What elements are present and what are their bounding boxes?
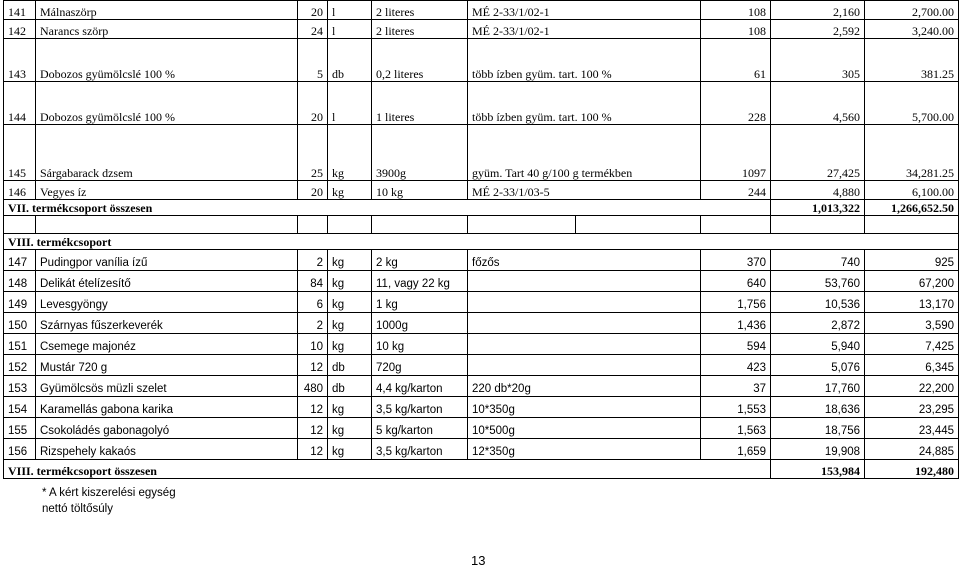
gross-total: 2,700.00 <box>865 1 959 20</box>
empty-cell <box>468 216 576 234</box>
gross-total: 5,700.00 <box>865 82 959 125</box>
table-row <box>4 271 959 292</box>
unit-price: 1,553 <box>701 397 771 418</box>
net-total: 4,880 <box>771 181 865 200</box>
unit: kg <box>328 271 372 292</box>
row-number: 155 <box>4 418 36 439</box>
page-number: 13 <box>471 553 486 568</box>
row-number: 149 <box>4 292 36 313</box>
package: 2 kg <box>372 250 468 271</box>
quantity: 24 <box>298 20 328 39</box>
note: 10*500g <box>468 418 701 439</box>
unit-price: 640 <box>701 271 771 292</box>
table-body <box>4 1 959 479</box>
product-name: Csemege majonéz <box>36 334 298 355</box>
gross-total: 925 <box>865 250 959 271</box>
note: 220 db*20g <box>468 376 701 397</box>
unit-price: 423 <box>701 355 771 376</box>
unit-price: 37 <box>701 376 771 397</box>
net-total: 10,536 <box>771 292 865 313</box>
note <box>468 292 701 313</box>
empty-cell <box>36 216 298 234</box>
unit: l <box>328 20 372 39</box>
product-name: Vegyes íz <box>36 181 298 200</box>
quantity: 10 <box>298 334 328 355</box>
group-gross-total: 192,480 <box>865 460 959 479</box>
group-header: VIII. termékcsoport <box>4 234 959 250</box>
group-gross-total: 1,266,652.50 <box>865 200 959 216</box>
quantity: 84 <box>298 271 328 292</box>
empty-cell <box>771 216 865 234</box>
product-name: Levesgyöngy <box>36 292 298 313</box>
note <box>468 313 701 334</box>
gross-total: 6,100.00 <box>865 181 959 200</box>
product-name: Rizspehely kakaós <box>36 439 298 460</box>
note: gyüm. Tart 40 g/100 g termékben <box>468 125 701 181</box>
row-number: 156 <box>4 439 36 460</box>
product-name: Dobozos gyümölcslé 100 % <box>36 82 298 125</box>
unit-price: 1097 <box>701 125 771 181</box>
unit: kg <box>328 313 372 334</box>
net-total: 2,592 <box>771 20 865 39</box>
package: 2 literes <box>372 1 468 20</box>
gross-total: 3,590 <box>865 313 959 334</box>
unit: kg <box>328 397 372 418</box>
net-total: 18,756 <box>771 418 865 439</box>
table-row <box>4 376 959 397</box>
footnote-line-2: nettó töltősúly <box>42 503 113 515</box>
note <box>468 355 701 376</box>
row-number: 143 <box>4 39 36 82</box>
product-name: Mustár 720 g <box>36 355 298 376</box>
net-total: 17,760 <box>771 376 865 397</box>
net-total: 740 <box>771 250 865 271</box>
package: 3900g <box>372 125 468 181</box>
quantity: 2 <box>298 313 328 334</box>
row-number: 151 <box>4 334 36 355</box>
table-row <box>4 355 959 376</box>
gross-total: 22,200 <box>865 376 959 397</box>
row-number: 144 <box>4 82 36 125</box>
gross-total: 34,281.25 <box>865 125 959 181</box>
gross-total: 381.25 <box>865 39 959 82</box>
table-row <box>4 125 959 181</box>
package: 1 literes <box>372 82 468 125</box>
group-net-total: 153,984 <box>771 460 865 479</box>
table-row <box>4 250 959 271</box>
unit-price: 1,563 <box>701 418 771 439</box>
package: 10 kg <box>372 181 468 200</box>
unit: db <box>328 39 372 82</box>
table-row <box>4 418 959 439</box>
unit: kg <box>328 292 372 313</box>
quantity: 20 <box>298 82 328 125</box>
unit: l <box>328 82 372 125</box>
product-name: Pudingpor vanília ízű <box>36 250 298 271</box>
gross-total: 24,885 <box>865 439 959 460</box>
quantity: 12 <box>298 397 328 418</box>
net-total: 2,872 <box>771 313 865 334</box>
empty-cell <box>865 216 959 234</box>
product-name: Delikát ételízesítő <box>36 271 298 292</box>
unit: db <box>328 355 372 376</box>
quantity: 20 <box>298 181 328 200</box>
note: több ízben gyüm. tart. 100 % <box>468 82 701 125</box>
row-number: 141 <box>4 1 36 20</box>
empty-cell <box>328 216 372 234</box>
net-total: 53,760 <box>771 271 865 292</box>
gross-total: 23,445 <box>865 418 959 439</box>
spacer-row <box>4 216 959 234</box>
row-number: 147 <box>4 250 36 271</box>
table-row <box>4 292 959 313</box>
row-number: 145 <box>4 125 36 181</box>
empty-cell <box>576 216 701 234</box>
product-name: Narancs szörp <box>36 20 298 39</box>
row-number: 154 <box>4 397 36 418</box>
unit-price: 1,756 <box>701 292 771 313</box>
empty-cell <box>372 216 468 234</box>
unit: kg <box>328 418 372 439</box>
product-name: Gyümölcsös müzli szelet <box>36 376 298 397</box>
net-total: 27,425 <box>771 125 865 181</box>
unit-price: 370 <box>701 250 771 271</box>
package: 1000g <box>372 313 468 334</box>
group-total-row <box>4 200 959 216</box>
package: 3,5 kg/karton <box>372 439 468 460</box>
table-row <box>4 397 959 418</box>
product-name: Karamellás gabona karika <box>36 397 298 418</box>
unit-price: 108 <box>701 1 771 20</box>
note: több ízben gyüm. tart. 100 % <box>468 39 701 82</box>
package: 3,5 kg/karton <box>372 397 468 418</box>
row-number: 150 <box>4 313 36 334</box>
gross-total: 3,240.00 <box>865 20 959 39</box>
empty-cell <box>298 216 328 234</box>
row-number: 152 <box>4 355 36 376</box>
product-name: Csokoládés gabonagolyó <box>36 418 298 439</box>
note: 10*350g <box>468 397 701 418</box>
row-number: 148 <box>4 271 36 292</box>
table-row <box>4 1 959 20</box>
group-total-row <box>4 460 959 479</box>
row-number: 153 <box>4 376 36 397</box>
net-total: 305 <box>771 39 865 82</box>
package: 5 kg/karton <box>372 418 468 439</box>
unit: db <box>328 376 372 397</box>
quantity: 480 <box>298 376 328 397</box>
note: MÉ 2-33/1/02-1 <box>468 1 701 20</box>
gross-total: 67,200 <box>865 271 959 292</box>
unit-price: 594 <box>701 334 771 355</box>
unit-price: 228 <box>701 82 771 125</box>
gross-total: 23,295 <box>865 397 959 418</box>
group-total-label: VIII. termékcsoport összesen <box>4 460 771 479</box>
gross-total: 13,170 <box>865 292 959 313</box>
note: főzős <box>468 250 701 271</box>
product-name: Dobozos gyümölcslé 100 % <box>36 39 298 82</box>
quantity: 25 <box>298 125 328 181</box>
net-total: 19,908 <box>771 439 865 460</box>
package: 4,4 kg/karton <box>372 376 468 397</box>
quantity: 12 <box>298 418 328 439</box>
unit: kg <box>328 125 372 181</box>
unit: kg <box>328 181 372 200</box>
net-total: 4,560 <box>771 82 865 125</box>
group-header-row <box>4 234 959 250</box>
table-row <box>4 20 959 39</box>
empty-cell <box>701 216 771 234</box>
note: MÉ 2-33/1/03-5 <box>468 181 701 200</box>
footnote-line-1: * A kért kiszerelési egység <box>42 487 176 499</box>
unit: kg <box>328 439 372 460</box>
quantity: 6 <box>298 292 328 313</box>
package: 10 kg <box>372 334 468 355</box>
product-name: Szárnyas fűszerkeverék <box>36 313 298 334</box>
net-total: 5,076 <box>771 355 865 376</box>
package: 0,2 literes <box>372 39 468 82</box>
empty-cell <box>4 216 36 234</box>
unit: l <box>328 1 372 20</box>
row-number: 142 <box>4 20 36 39</box>
package: 720g <box>372 355 468 376</box>
net-total: 2,160 <box>771 1 865 20</box>
gross-total: 7,425 <box>865 334 959 355</box>
quantity: 12 <box>298 439 328 460</box>
unit-price: 244 <box>701 181 771 200</box>
table-row <box>4 439 959 460</box>
unit-price: 1,436 <box>701 313 771 334</box>
net-total: 18,636 <box>771 397 865 418</box>
table-row <box>4 181 959 200</box>
note <box>468 271 701 292</box>
package: 2 literes <box>372 20 468 39</box>
quantity: 2 <box>298 250 328 271</box>
footnote <box>42 485 176 517</box>
product-name: Sárgabarack dzsem <box>36 125 298 181</box>
unit: kg <box>328 250 372 271</box>
product-table <box>3 0 959 479</box>
net-total: 5,940 <box>771 334 865 355</box>
quantity: 20 <box>298 1 328 20</box>
unit-price: 1,659 <box>701 439 771 460</box>
unit-price: 108 <box>701 20 771 39</box>
quantity: 5 <box>298 39 328 82</box>
group-total-label: VII. termékcsoport összesen <box>4 200 771 216</box>
package: 1 kg <box>372 292 468 313</box>
table-row <box>4 82 959 125</box>
table-row <box>4 334 959 355</box>
table-row <box>4 39 959 82</box>
note <box>468 334 701 355</box>
product-name: Málnaszörp <box>36 1 298 20</box>
table-row <box>4 313 959 334</box>
quantity: 12 <box>298 355 328 376</box>
row-number: 146 <box>4 181 36 200</box>
note: 12*350g <box>468 439 701 460</box>
package: 11, vagy 22 kg <box>372 271 468 292</box>
note: MÉ 2-33/1/02-1 <box>468 20 701 39</box>
group-net-total: 1,013,322 <box>771 200 865 216</box>
unit-price: 61 <box>701 39 771 82</box>
gross-total: 6,345 <box>865 355 959 376</box>
unit: kg <box>328 334 372 355</box>
